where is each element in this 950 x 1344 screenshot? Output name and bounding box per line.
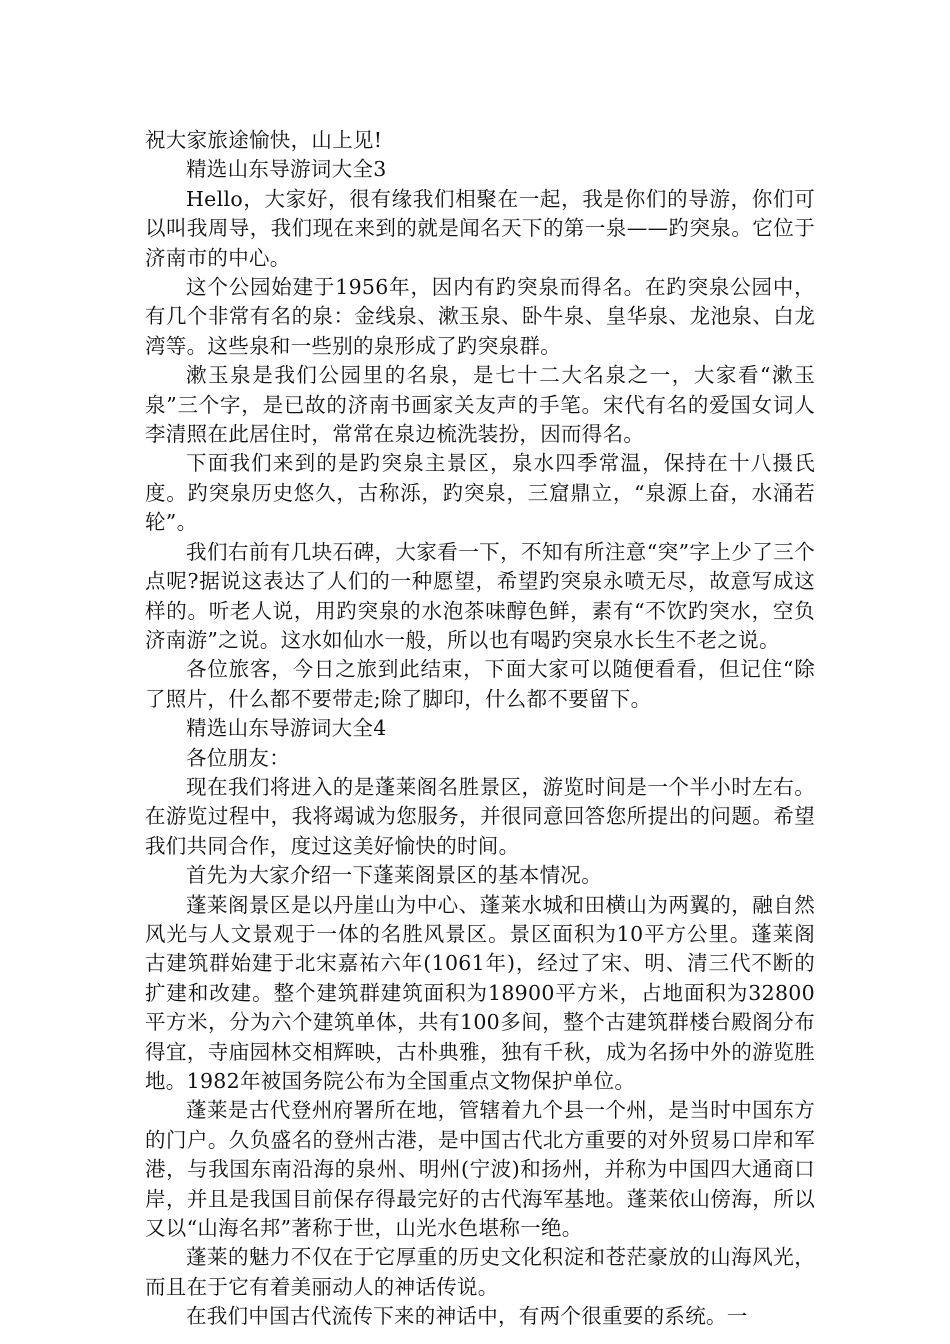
paragraph-intro: Hello，大家好，很有缘我们相聚在一起，我是你们的导游，你们可以叫我周导，我们现在来到的就是闻名天下的第一泉——趵突泉。它位于济南市的中心。 bbox=[145, 186, 815, 270]
paragraph-penglai-charm: 蓬莱的魅力不仅在于它厚重的历史文化积淀和苍茫豪放的山海风光，而且在于它有着美丽动人的神话传说。 bbox=[145, 1245, 815, 1299]
paragraph-shuyu-spring: 漱玉泉是我们公园里的名泉，是七十二大名泉之一，大家看“漱玉泉”三个字，是已故的济南书画家关友声的手笔。宋代有名的爱国女词人李清照在此居住时，常常在泉边梳洗装扮，因而得名。 bbox=[145, 363, 815, 447]
paragraph-overview-lead: 首先为大家介绍一下蓬莱阁景区的基本情况。 bbox=[186, 863, 602, 888]
paragraph-dengzhou-port: 蓬莱是古代登州府署所在地，管辖着九个县一个州，是当时中国东方的门户。久负盛名的登州古港，是中国古代北方重要的对外贸易口岸和军港，与我国东南沿海的泉州、明州(宁波)和扬州，并称为中国四大通商口岸，并且是我国目前保存得最完好的古代海军基地。蓬莱依山傍海，所以又以“山海名邦”著称于世，山光水色堪称一绝。 bbox=[145, 1098, 815, 1241]
section-heading-4: 精选山东导游词大全4 bbox=[186, 716, 387, 741]
section-heading-3: 精选山东导游词大全3 bbox=[186, 157, 387, 182]
paragraph-greeting-friends: 各位朋友： bbox=[186, 745, 290, 770]
paragraph-park-history: 这个公园始建于1956年，因内有趵突泉而得名。在趵突泉公园中，有几个非常有名的泉：金线泉、漱玉泉、卧牛泉、皇华泉、龙池泉、白龙湾等。这些泉和一些别的泉形成了趵突泉群。 bbox=[145, 275, 815, 358]
paragraph-mythology: 在我们中国古代流传下来的神话中，有两个很重要的系统。一 bbox=[186, 1304, 748, 1329]
paragraph-closing-greeting: 祝大家旅途愉快，山上见! bbox=[145, 128, 383, 152]
document-page bbox=[145, 126, 815, 1332]
paragraph-farewell: 各位旅客，今日之旅到此结束，下面大家可以随便看看，但记住“除了照片，什么都不要带走;除了脚印，什么都不要留下。 bbox=[145, 657, 815, 711]
paragraph-main-scenic-area: 下面我们来到的是趵突泉主景区，泉水四季常温，保持在十八摄氏度。趵突泉历史悠久，古称泺，趵突泉，三窟鼎立，“泉源上奋，水涌若轮”。 bbox=[145, 451, 815, 535]
paragraph-stone-tablets: 我们右前有几块石碑，大家看一下，不知有所注意“突”字上少了三个点呢?据说这表达了人们的一种愿望，希望趵突泉永喷无尽，故意写成这样的。听老人说，用趵突泉的水泡茶味醇色鲜，素有“不饮趵突水，空负济南游”之说。这水如仙水一般，所以也有喝趵突泉水长生不老之说。 bbox=[145, 539, 815, 652]
paragraph-penglai-intro: 现在我们将进入的是蓬莱阁名胜景区，游览时间是一个半小时左右。在游览过程中，我将竭诚为您服务，并很同意回答您所提出的问题。希望我们共同合作，度过这美好愉快的时间。 bbox=[145, 774, 815, 858]
paragraph-penglai-scenic-area: 蓬莱阁景区是以丹崖山为中心、蓬莱水城和田横山为两翼的，融自然风光与人文景观于一体的名胜风景区。景区面积为10平方公里。蓬莱阁古建筑群始建于北宋嘉祐六年(1061年)，经过了宋、明、清三代不断的扩建和改建。整个建筑群建筑面积为18900平方米，占地面积为32800平方米，分为六个建筑单体，共有100多间，整个古建筑群楼台殿阁分布得宜，寺庙园林交相辉映，古朴典雅，独有千秋，成为名扬中外的游览胜地。1982年被国务院公布为全国重点文物保护单位。 bbox=[145, 892, 815, 1093]
